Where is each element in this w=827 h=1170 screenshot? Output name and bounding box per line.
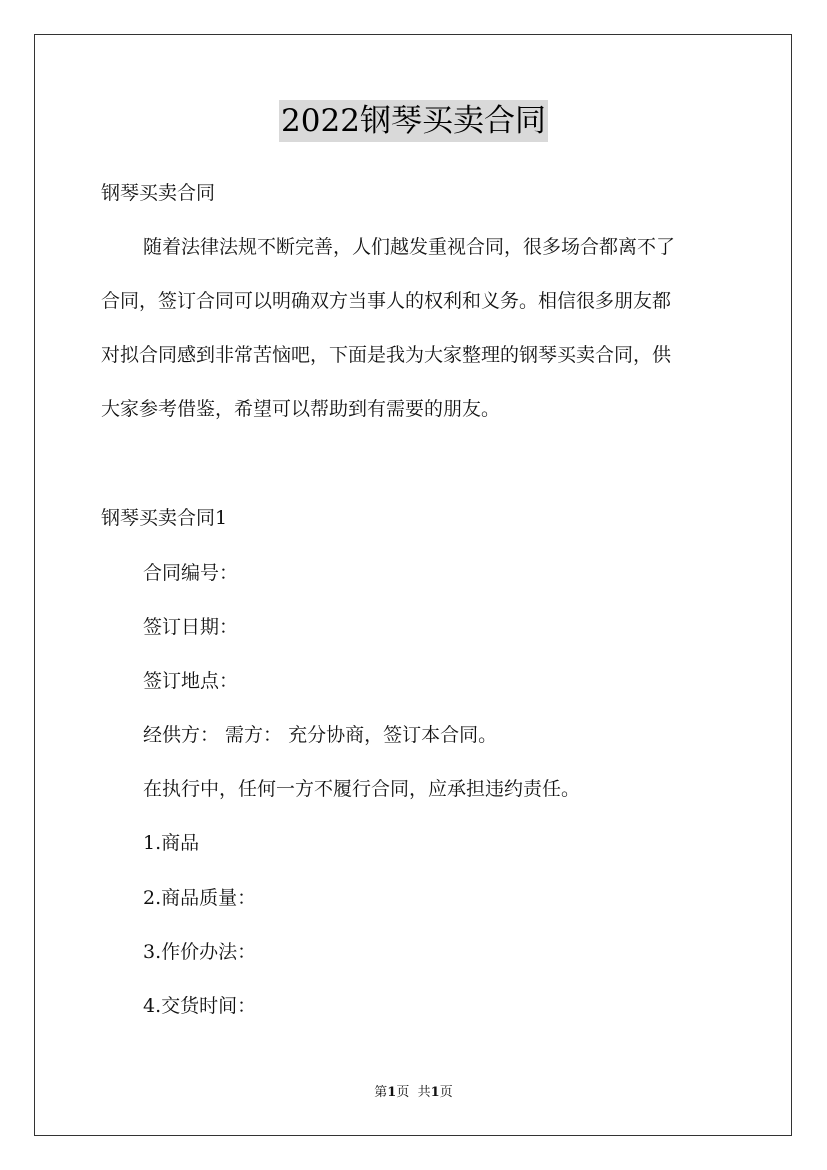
footer-total-suffix: 页 <box>439 1085 453 1100</box>
field-parties: 经供方： 需方： 充分协商，签订本合同。 <box>143 724 498 746</box>
footer-page-number: 1 <box>387 1085 397 1100</box>
item-pricing: 3.作价办法： <box>143 941 257 963</box>
field-sign-place: 签订地点： <box>143 670 239 692</box>
footer-total-number: 1 <box>430 1085 440 1100</box>
item-goods: 1.商品 <box>143 832 200 854</box>
intro-line-2: 合同，签订合同可以明确双方当事人的权利和义务。相信很多朋友都 <box>101 290 672 312</box>
field-contract-number: 合同编号： <box>143 562 239 584</box>
document-title: 2022钢琴买卖合同 <box>279 100 548 142</box>
section-title: 钢琴买卖合同1 <box>101 507 228 529</box>
item-quality: 2.商品质量： <box>143 887 257 909</box>
footer-page-prefix: 第 <box>374 1085 388 1100</box>
intro-line-1: 随着法律法规不断完善，人们越发重视合同，很多场合都离不了 <box>143 236 676 258</box>
intro-line-4: 大家参考借鉴，希望可以帮助到有需要的朋友。 <box>101 398 501 420</box>
footer-total-prefix: 共 <box>417 1085 431 1100</box>
document-heading: 钢琴买卖合同 <box>101 182 216 204</box>
document-title-wrapper <box>0 100 827 142</box>
field-liability: 在执行中，任何一方不履行合同，应承担违约责任。 <box>143 778 581 800</box>
field-sign-date: 签订日期： <box>143 616 239 638</box>
item-delivery-time: 4.交货时间： <box>143 995 257 1017</box>
footer-page-suffix: 页 <box>396 1085 410 1100</box>
page-footer <box>0 1085 827 1101</box>
intro-line-3: 对拟合同感到非常苦恼吧，下面是我为大家整理的钢琴买卖合同，供 <box>101 344 672 366</box>
